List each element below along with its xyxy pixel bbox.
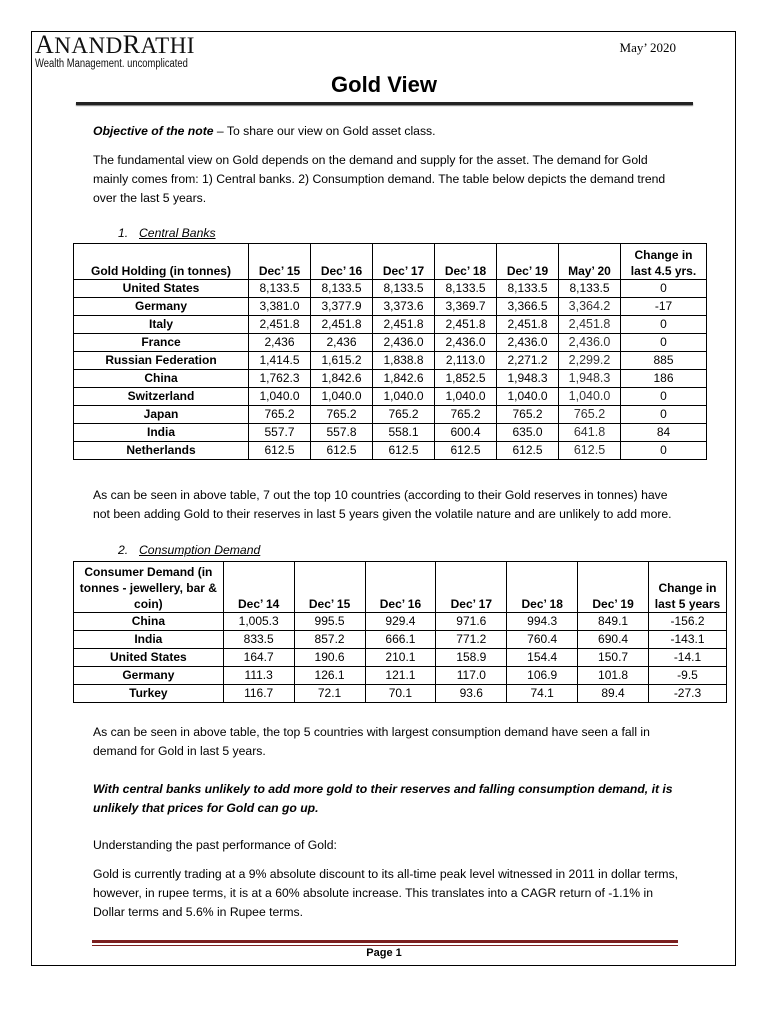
country-cell: India: [74, 424, 249, 442]
value-cell: 1,842.6: [311, 370, 373, 388]
country-cell: France: [74, 334, 249, 352]
value-cell: 612.5: [497, 442, 559, 460]
value-cell: 8,133.5: [373, 280, 435, 298]
intro-paragraph: The fundamental view on Gold depends on the demand and supply for the asset. The demand for Gold mainly comes from: 1) Central banks. 2) Consumption demand. The table below depicts the demand trend over the last 5 years.: [93, 153, 666, 205]
value-cell: 158.9: [436, 649, 507, 667]
value-cell: 3,366.5: [497, 298, 559, 316]
column-header: Dec’ 19: [497, 244, 559, 280]
central-banks-analysis-paragraph: As can be seen in above table, 7 out the top 10 countries (according to their Gold reserves in tonnes) have not been adding Gold to their reserves in last 5 years given the volatile nature and are unlikely to add more.: [93, 488, 672, 521]
objective-paragraph: [93, 122, 683, 141]
table-row: [74, 667, 727, 685]
value-cell: -27.3: [649, 685, 727, 703]
value-cell: 600.4: [435, 424, 497, 442]
value-cell: 3,364.2: [559, 298, 621, 316]
consumption-analysis-paragraph: As can be seen in above table, the top 5 countries with largest consumption demand have seen a fall in demand for Gold in last 5 years.: [93, 725, 650, 758]
value-cell: -14.1: [649, 649, 727, 667]
table-row: [74, 280, 707, 298]
consumption-demand-table: [73, 561, 727, 703]
value-cell: 0: [621, 442, 707, 460]
column-header: Dec’ 14: [223, 562, 294, 613]
value-cell: 70.1: [365, 685, 436, 703]
value-cell: 765.2: [559, 406, 621, 424]
value-cell: 760.4: [507, 631, 578, 649]
value-cell: 150.7: [578, 649, 649, 667]
column-header: Dec’ 18: [507, 562, 578, 613]
footer-divider: [92, 940, 678, 943]
value-cell: 2,113.0: [435, 352, 497, 370]
table-row: [74, 316, 707, 334]
country-cell: United States: [74, 280, 249, 298]
value-cell: 84: [621, 424, 707, 442]
value-cell: 2,436: [311, 334, 373, 352]
value-cell: 612.5: [373, 442, 435, 460]
value-cell: 2,451.8: [435, 316, 497, 334]
past-performance-paragraph: Gold is currently trading at a 9% absolute discount to its all-time peak level witnessed in 2011 in dollar terms, however, in rupee terms, it is at a 60% absolute increase. This translates into a CAGR return of -1.1% in Dollar terms and 5.6% in Rupee terms.: [93, 867, 679, 919]
value-cell: 2,271.2: [497, 352, 559, 370]
value-cell: 1,838.8: [373, 352, 435, 370]
page-number: Page 1: [366, 947, 402, 959]
value-cell: 2,451.8: [311, 316, 373, 334]
value-cell: 2,436.0: [497, 334, 559, 352]
value-cell: -156.2: [649, 613, 727, 631]
table-row: [74, 406, 707, 424]
value-cell: 557.8: [311, 424, 373, 442]
document-date: May’ 2020: [619, 40, 676, 55]
value-cell: 666.1: [365, 631, 436, 649]
value-cell: 93.6: [436, 685, 507, 703]
value-cell: 3,369.7: [435, 298, 497, 316]
value-cell: 1,762.3: [249, 370, 311, 388]
value-cell: 74.1: [507, 685, 578, 703]
value-cell: 2,451.8: [373, 316, 435, 334]
value-cell: 765.2: [373, 406, 435, 424]
column-header: Change in last 4.5 yrs.: [621, 244, 707, 280]
value-cell: 2,451.8: [497, 316, 559, 334]
table-row: [74, 442, 707, 460]
value-cell: 0: [621, 280, 707, 298]
title-divider: [76, 102, 693, 105]
country-cell: China: [74, 613, 224, 631]
value-cell: 1,005.3: [223, 613, 294, 631]
column-header: Dec’ 15: [249, 244, 311, 280]
page-title: Gold View: [331, 72, 437, 97]
table-row: [74, 388, 707, 406]
value-cell: 857.2: [294, 631, 365, 649]
value-cell: 2,436.0: [435, 334, 497, 352]
value-cell: 1,414.5: [249, 352, 311, 370]
objective-label: Objective of the note: [93, 124, 214, 138]
value-cell: 1,040.0: [435, 388, 497, 406]
value-cell: 117.0: [436, 667, 507, 685]
value-cell: 995.5: [294, 613, 365, 631]
value-cell: 3,373.6: [373, 298, 435, 316]
value-cell: 1,040.0: [373, 388, 435, 406]
value-cell: 0: [621, 316, 707, 334]
value-cell: 210.1: [365, 649, 436, 667]
table-row: [74, 613, 727, 631]
value-cell: 765.2: [249, 406, 311, 424]
footer-divider-thin: [92, 945, 678, 946]
value-cell: 121.1: [365, 667, 436, 685]
table-row: [74, 649, 727, 667]
value-cell: 8,133.5: [249, 280, 311, 298]
brand-name: ANANDRATHI: [35, 30, 195, 59]
column-header: Dec’ 17: [373, 244, 435, 280]
value-cell: 8,133.5: [435, 280, 497, 298]
value-cell: 765.2: [435, 406, 497, 424]
value-cell: 2,436: [249, 334, 311, 352]
table-row: [74, 352, 707, 370]
value-cell: 612.5: [435, 442, 497, 460]
value-cell: 971.6: [436, 613, 507, 631]
value-cell: 3,381.0: [249, 298, 311, 316]
column-header: Dec’ 16: [311, 244, 373, 280]
value-cell: 8,133.5: [559, 280, 621, 298]
central-banks-table: [73, 243, 707, 460]
value-cell: 1,948.3: [559, 370, 621, 388]
value-cell: 612.5: [311, 442, 373, 460]
table-row: [74, 334, 707, 352]
value-cell: 89.4: [578, 685, 649, 703]
value-cell: 558.1: [373, 424, 435, 442]
column-header: Dec’ 17: [436, 562, 507, 613]
value-cell: 771.2: [436, 631, 507, 649]
value-cell: 612.5: [559, 442, 621, 460]
value-cell: 2,451.8: [249, 316, 311, 334]
table-row: [74, 685, 727, 703]
conclusion-paragraph: With central banks unlikely to add more gold to their reserves and falling consumption demand, it is unlikely that prices for Gold can go up.: [93, 782, 673, 815]
value-cell: 8,133.5: [311, 280, 373, 298]
table-row: [74, 631, 727, 649]
value-cell: 154.4: [507, 649, 578, 667]
value-cell: 72.1: [294, 685, 365, 703]
value-cell: 1,040.0: [249, 388, 311, 406]
value-cell: 101.8: [578, 667, 649, 685]
value-cell: 612.5: [249, 442, 311, 460]
table-row: [74, 370, 707, 388]
column-header: May’ 20: [559, 244, 621, 280]
value-cell: 3,377.9: [311, 298, 373, 316]
value-cell: 8,133.5: [497, 280, 559, 298]
value-cell: 765.2: [497, 406, 559, 424]
country-cell: Netherlands: [74, 442, 249, 460]
brand-tagline: Wealth Management. uncomplicated: [35, 58, 188, 70]
table-row: [74, 298, 707, 316]
value-cell: 929.4: [365, 613, 436, 631]
value-cell: 635.0: [497, 424, 559, 442]
value-cell: 1,852.5: [435, 370, 497, 388]
column-header: Change in last 5 years: [649, 562, 727, 613]
country-cell: Japan: [74, 406, 249, 424]
value-cell: 1,615.2: [311, 352, 373, 370]
value-cell: 111.3: [223, 667, 294, 685]
brand-logo: [35, 30, 221, 70]
country-cell: Germany: [74, 667, 224, 685]
value-cell: 1,040.0: [311, 388, 373, 406]
value-cell: -143.1: [649, 631, 727, 649]
value-cell: 2,436.0: [559, 334, 621, 352]
country-cell: Switzerland: [74, 388, 249, 406]
value-cell: 2,451.8: [559, 316, 621, 334]
value-cell: 0: [621, 388, 707, 406]
country-cell: Turkey: [74, 685, 224, 703]
value-cell: 106.9: [507, 667, 578, 685]
column-header: Consumer Demand (in tonnes - jewellery, bar & coin): [74, 562, 224, 613]
objective-text: – To share our view on Gold asset class.: [213, 124, 436, 138]
value-cell: 1,040.0: [497, 388, 559, 406]
column-header: Dec’ 15: [294, 562, 365, 613]
value-cell: 116.7: [223, 685, 294, 703]
value-cell: 690.4: [578, 631, 649, 649]
table-row: [74, 424, 707, 442]
value-cell: 1,040.0: [559, 388, 621, 406]
value-cell: 2,299.2: [559, 352, 621, 370]
column-header: Dec’ 18: [435, 244, 497, 280]
value-cell: 2,436.0: [373, 334, 435, 352]
value-cell: 885: [621, 352, 707, 370]
value-cell: 557.7: [249, 424, 311, 442]
column-header: Gold Holding (in tonnes): [74, 244, 249, 280]
country-cell: United States: [74, 649, 224, 667]
value-cell: 190.6: [294, 649, 365, 667]
value-cell: 849.1: [578, 613, 649, 631]
section-consumption-heading: 2. Consumption Demand: [118, 543, 261, 557]
section-central-banks-heading: 1. Central Banks: [118, 226, 216, 240]
value-cell: 164.7: [223, 649, 294, 667]
value-cell: 1,948.3: [497, 370, 559, 388]
value-cell: 126.1: [294, 667, 365, 685]
value-cell: 186: [621, 370, 707, 388]
value-cell: 833.5: [223, 631, 294, 649]
past-performance-heading: Understanding the past performance of Gold:: [93, 838, 337, 852]
value-cell: 641.8: [559, 424, 621, 442]
country-cell: Russian Federation: [74, 352, 249, 370]
value-cell: 994.3: [507, 613, 578, 631]
value-cell: -9.5: [649, 667, 727, 685]
country-cell: Germany: [74, 298, 249, 316]
country-cell: Italy: [74, 316, 249, 334]
value-cell: -17: [621, 298, 707, 316]
value-cell: 0: [621, 334, 707, 352]
country-cell: India: [74, 631, 224, 649]
value-cell: 1,842.6: [373, 370, 435, 388]
value-cell: 765.2: [311, 406, 373, 424]
column-header: Dec’ 19: [578, 562, 649, 613]
column-header: Dec’ 16: [365, 562, 436, 613]
value-cell: 0: [621, 406, 707, 424]
country-cell: China: [74, 370, 249, 388]
